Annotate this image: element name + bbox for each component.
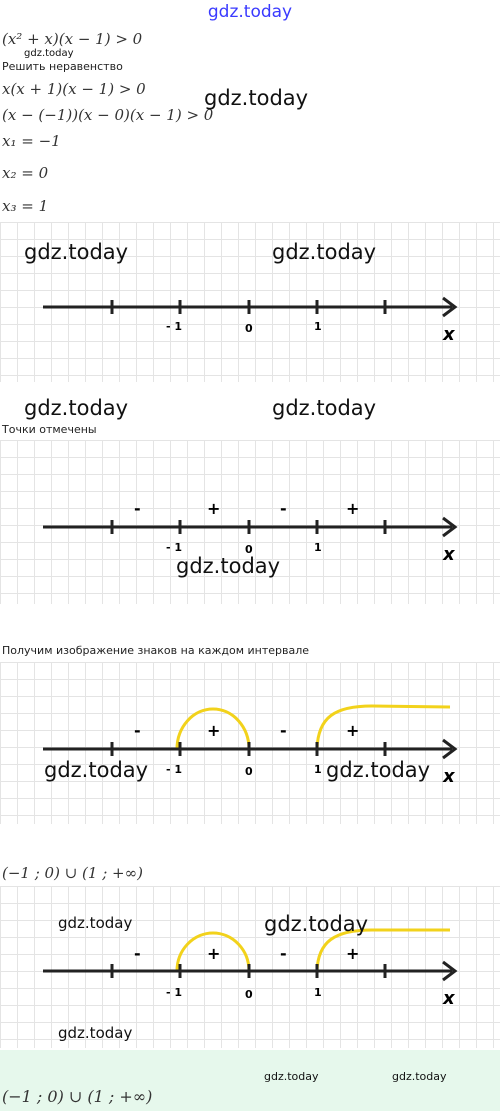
tick-label-1: 1 xyxy=(314,986,322,999)
sign-interval-2: + xyxy=(207,721,221,740)
tick-label-minus-1: - 1 xyxy=(166,320,183,333)
tick-label-0: 0 xyxy=(245,765,253,778)
signs-label: Получим изображение знаков на каждом интервале xyxy=(2,644,310,657)
sign-interval-4: + xyxy=(346,499,360,518)
root-3: x₃ = 1 xyxy=(2,197,49,215)
tick-label-minus-1: - 1 xyxy=(166,541,183,554)
axis-label-x: x xyxy=(443,988,455,1009)
watermark: gdz.today xyxy=(326,758,431,782)
sign-interval-3: - xyxy=(280,499,287,518)
watermark: gdz.today xyxy=(204,86,309,110)
axis-label-x: x xyxy=(443,324,455,345)
answer-intermediate: (−1 ; 0) ∪ (1 ; +∞) xyxy=(2,864,143,882)
sign-interval-4: + xyxy=(346,721,360,740)
number-line-figure-2 xyxy=(0,440,500,604)
sign-interval-3: - xyxy=(280,944,287,963)
sign-interval-2: + xyxy=(207,944,221,963)
number-line-2 xyxy=(0,440,500,604)
tick-label-0: 0 xyxy=(245,322,253,335)
inequality: (x² + x)(x − 1) > 0 xyxy=(2,30,143,48)
tick-label-1: 1 xyxy=(314,763,322,776)
tick-label-1: 1 xyxy=(314,320,322,333)
tick-label-0: 0 xyxy=(245,543,253,556)
task-label: Решить неравенство xyxy=(2,60,123,73)
points-marked-label: Точки отмечены xyxy=(2,423,97,436)
sign-interval-1: - xyxy=(134,721,141,740)
factored-expression: x(x + 1)(x − 1) > 0 xyxy=(2,80,146,98)
watermark: gdz.today xyxy=(272,240,377,264)
watermark: gdz.today xyxy=(44,758,149,782)
watermark: gdz.today xyxy=(58,914,133,932)
sign-interval-4: + xyxy=(346,944,360,963)
factored-full-expression: (x − (−1))(x − 0)(x − 1) > 0 xyxy=(2,106,214,124)
tick-label-minus-1: - 1 xyxy=(166,986,183,999)
watermark: gdz.today xyxy=(24,396,129,420)
sign-interval-1: - xyxy=(134,499,141,518)
final-answer: (−1 ; 0) ∪ (1 ; +∞) xyxy=(2,1087,153,1106)
tick-label-0: 0 xyxy=(245,988,253,1001)
sign-interval-1: - xyxy=(134,944,141,963)
watermark: gdz.today xyxy=(264,1070,319,1083)
number-line-figure-3 xyxy=(0,662,500,824)
tick-label-minus-1: - 1 xyxy=(166,763,183,776)
watermark: gdz.today xyxy=(264,912,369,936)
sign-interval-2: + xyxy=(207,499,221,518)
watermark-small: gdz.today xyxy=(24,48,74,59)
header-watermark[interactable]: gdz.today xyxy=(207,2,293,22)
root-1: x₁ = −1 xyxy=(2,132,61,150)
watermark: gdz.today xyxy=(272,396,377,420)
watermark: gdz.today xyxy=(58,1024,133,1042)
number-line-3 xyxy=(0,662,500,824)
watermark: gdz.today xyxy=(176,554,281,578)
number-line-figure-1 xyxy=(0,222,500,382)
axis-label-x: x xyxy=(443,544,455,565)
watermark: gdz.today xyxy=(24,240,129,264)
axis-label-x: x xyxy=(443,766,455,787)
root-2: x₂ = 0 xyxy=(2,164,49,182)
sign-interval-3: - xyxy=(280,721,287,740)
tick-label-1: 1 xyxy=(314,541,322,554)
number-line-figure-4 xyxy=(0,886,500,1048)
watermark: gdz.today xyxy=(392,1070,447,1083)
answer-panel xyxy=(0,1050,500,1111)
